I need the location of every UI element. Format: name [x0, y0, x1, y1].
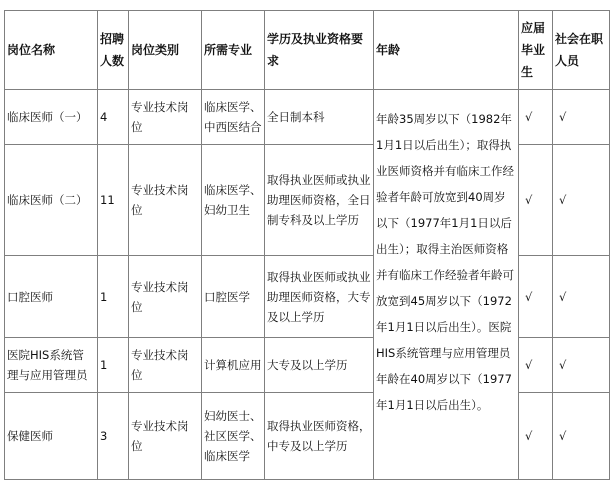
recruitment-table	[4, 10, 610, 480]
cell-position-type: 专业技术岗位	[129, 338, 202, 393]
cell-education: 取得执业医师资格，中专及以上学历	[265, 393, 374, 480]
header-row	[5, 11, 610, 90]
cell-fresh-grad-check: √	[519, 145, 553, 256]
cell-major: 计算机应用	[202, 338, 265, 393]
cell-recruit-count: 1	[98, 338, 129, 393]
header-education: 学历及执业资格要求	[265, 11, 374, 90]
cell-position-name: 临床医师（二）	[5, 145, 98, 256]
header-position-type: 岗位类别	[129, 11, 202, 90]
cell-education: 全日制本科	[265, 90, 374, 145]
cell-social-check: √	[553, 393, 610, 480]
cell-social-check: √	[553, 90, 610, 145]
header-recruit-count: 招聘人数	[98, 11, 129, 90]
cell-position-name: 临床医师（一）	[5, 90, 98, 145]
cell-fresh-grad-check: √	[519, 338, 553, 393]
header-position-name: 岗位名称	[5, 11, 98, 90]
cell-fresh-grad-check: √	[519, 393, 553, 480]
cell-social-check: √	[553, 338, 610, 393]
cell-recruit-count: 11	[98, 145, 129, 256]
cell-position-type: 专业技术岗位	[129, 256, 202, 338]
cell-fresh-grad-check: √	[519, 90, 553, 145]
table-row	[5, 256, 610, 338]
cell-education: 取得执业医师或执业助理医师资格，全日制专科及以上学历	[265, 145, 374, 256]
header-age: 年龄	[374, 11, 519, 90]
header-major: 所需专业	[202, 11, 265, 90]
cell-major: 口腔医学	[202, 256, 265, 338]
cell-social-check: √	[553, 145, 610, 256]
cell-position-type: 专业技术岗位	[129, 393, 202, 480]
header-fresh-grad: 应届毕业生	[519, 11, 553, 90]
cell-position-name: 保健医师	[5, 393, 98, 480]
cell-fresh-grad-check: √	[519, 256, 553, 338]
cell-position-name: 口腔医师	[5, 256, 98, 338]
cell-position-type: 专业技术岗位	[129, 145, 202, 256]
table-row	[5, 145, 610, 256]
header-social: 社会在职人员	[553, 11, 610, 90]
cell-education: 大专及以上学历	[265, 338, 374, 393]
cell-major: 临床医学、妇幼卫生	[202, 145, 265, 256]
cell-position-type: 专业技术岗位	[129, 90, 202, 145]
cell-education: 取得执业医师或执业助理医师资格，大专及以上学历	[265, 256, 374, 338]
cell-major: 妇幼医士、社区医学、临床医学	[202, 393, 265, 480]
table-row	[5, 338, 610, 393]
table-row	[5, 90, 610, 145]
table-row	[5, 393, 610, 480]
cell-recruit-count: 4	[98, 90, 129, 145]
cell-position-name: 医院HIS系统管理与应用管理员	[5, 338, 98, 393]
cell-recruit-count: 1	[98, 256, 129, 338]
cell-recruit-count: 3	[98, 393, 129, 480]
cell-age-requirement: 年龄35周岁以下（1982年1月1日以后出生）；取得执业医师资格并有临床工作经验者年龄可放宽到40周岁以下（1977年1月1日以后出生）；取得主治医师资格并有临床工作经验者年龄可放宽到45周岁以下（1972年1月1日以后出生）。医院HIS系统管理与应用管理员年龄在40周岁以下（1977年1月1日以后出生）。	[374, 90, 519, 480]
cell-social-check: √	[553, 256, 610, 338]
cell-major: 临床医学、中西医结合	[202, 90, 265, 145]
